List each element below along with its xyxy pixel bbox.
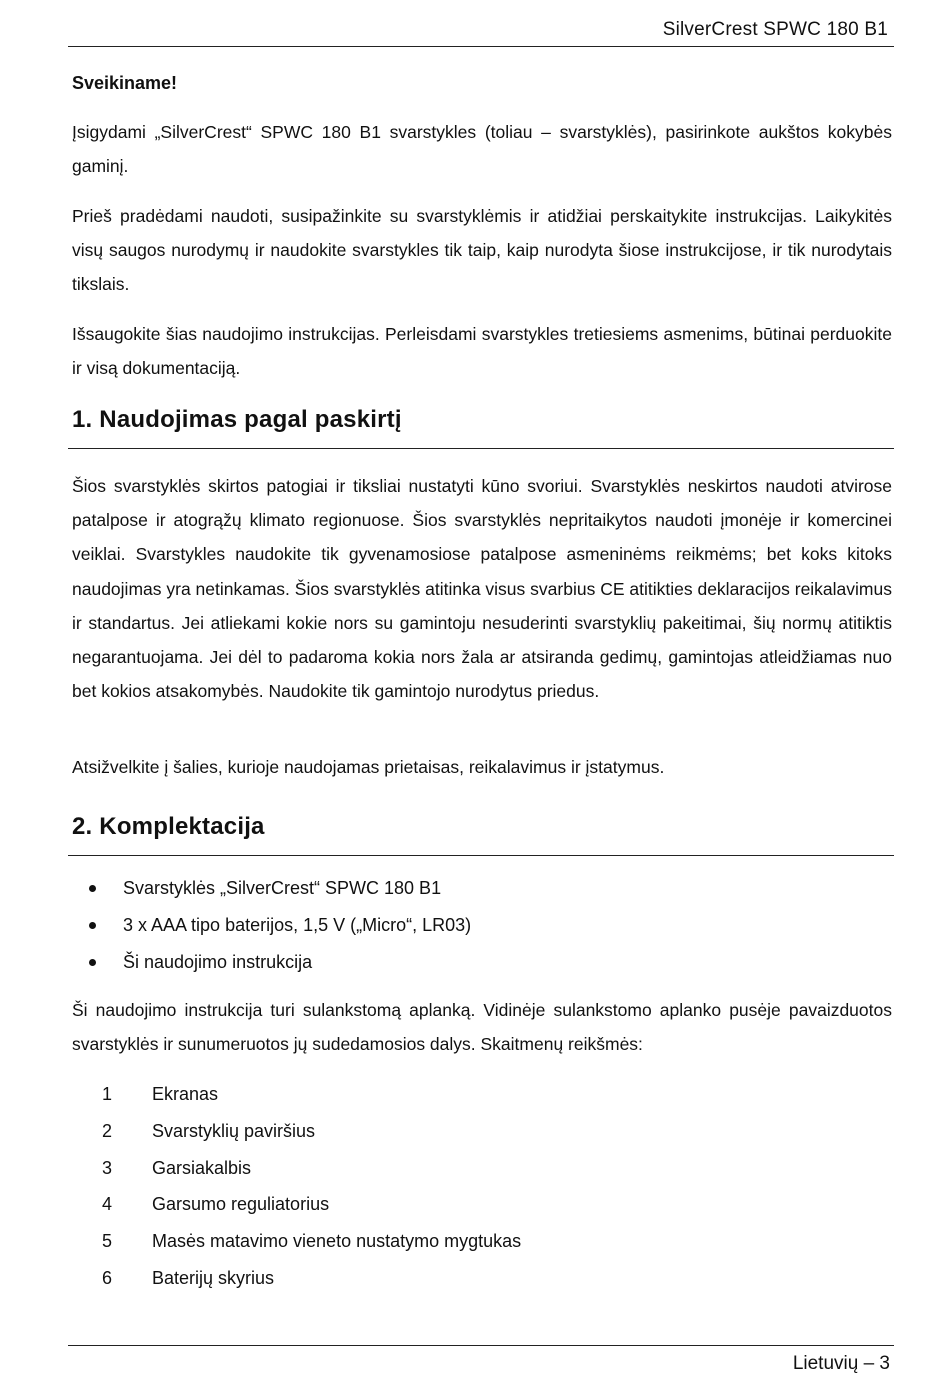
section-heading: 1. Naudojimas pagal paskirtį (72, 406, 402, 433)
part-row (72, 1192, 892, 1229)
intro-paragraph-text: Įsigydami „SilverCrest“ SPWC 180 B1 svarstykles (toliau – svarstyklės), pasirinkote aukštos kokybės gaminį. (72, 122, 892, 177)
part-row (72, 1156, 892, 1193)
part-number: 1 (102, 1084, 113, 1104)
part-row (72, 1119, 892, 1156)
part-name: Baterijų skyrius (152, 1267, 275, 1288)
intro-paragraph-2 (72, 199, 892, 302)
section-paragraph-text: Atsižvelkite į šalies, kurioje naudojamas prietaisas, reikalavimus ir įstatymus. (72, 757, 665, 777)
section-2-rule (68, 855, 894, 856)
part-name: Ekranas (152, 1084, 219, 1104)
section-1-paragraph-2 (72, 750, 892, 784)
bullet-icon (89, 885, 96, 892)
intro-paragraph-text: Prieš pradėdami naudoti, susipažinkite su svarstyklėmis ir atidžiai perskaitykite instrukcijas. Laikykitės visų saugos nurodymų ir naudokite svarstykles tik taip, kaip nurodyta šiose instrukcijose, ir tik nurodytais tikslais. (72, 206, 892, 295)
part-name: Garsiakalbis (152, 1157, 252, 1178)
list-item (72, 913, 892, 950)
footer-rule (68, 1345, 894, 1346)
section-1-paragraph-1 (72, 469, 892, 708)
part-name: Masės matavimo vieneto nustatymo mygtukas (152, 1231, 522, 1252)
part-name: Svarstyklių paviršius (152, 1120, 316, 1141)
greeting-text: Sveikiname! (72, 73, 178, 93)
contents-list (72, 876, 892, 987)
section-2-paragraph (72, 993, 892, 1061)
part-row (72, 1266, 892, 1303)
part-number: 5 (102, 1231, 113, 1252)
section-1-rule (68, 448, 894, 449)
intro-paragraph-3 (72, 317, 892, 385)
list-item-text: Ši naudojimo instrukcija (123, 952, 313, 972)
list-item (72, 876, 892, 913)
page-footer: Lietuvių – 3 (792, 1353, 890, 1374)
intro-paragraph-text: Išsaugokite šias naudojimo instrukcijas. Perleisdami svarstykles tretiesiems asmenims, būtinai perduokite ir visą dokumentaciją. (72, 324, 892, 379)
section-heading: 2. Komplektacija (72, 813, 265, 840)
part-row (72, 1082, 892, 1119)
section-2-heading (72, 813, 892, 841)
part-name: Garsumo reguliatorius (152, 1194, 330, 1215)
section-paragraph-text: Šios svarstyklės skirtos patogiai ir tiksliai nustatyti kūno svoriui. Svarstyklės neskirtos naudoti atvirose patalpose ir atogrąžų klimato regionuose. Šios svarstyklės nepritaikytos naudoti įmonėje ir komercinei veiklai. Svarstykles naudokite tik gyvenamosiose patalpose asmeninėms reikmėms; bet koks kitoks naudojimas yra netinkamas. Šios svarstyklės atitinka visus svarbius CE atitikties deklaracijos reikalavimus ir standartus. Jei atliekami kokie nors su gamintoju nesuderinti svarstyklių pakeitimai, šių normų atitiktis negarantuojama. Jei dėl to padaroma kokia nors žala ar atsiranda gedimų, gamintojas atleidžiamas nuo bet kokios atsakomybės. Naudokite tik gamintojo nurodytus priedus. (72, 476, 892, 702)
part-number: 3 (102, 1157, 113, 1178)
greeting (72, 66, 892, 100)
part-number: 6 (102, 1267, 113, 1288)
header-rule (68, 46, 894, 47)
bullet-icon (89, 922, 96, 929)
running-header: SilverCrest SPWC 180 B1 (662, 19, 888, 40)
part-number: 4 (102, 1194, 113, 1215)
intro-paragraph-1 (72, 115, 892, 183)
bullet-icon (89, 959, 96, 966)
list-item (72, 950, 892, 987)
section-1-heading (72, 406, 892, 434)
parts-list (72, 1082, 892, 1303)
part-row (72, 1229, 892, 1266)
list-item-text: Svarstyklės „SilverCrest“ SPWC 180 B1 (123, 878, 442, 898)
part-number: 2 (102, 1120, 113, 1141)
section-paragraph-text: Ši naudojimo instrukcija turi sulankstomą aplanką. Vidinėje sulankstomo aplanko pusėje pavaizduotos svarstyklės ir sunumeruotos jų sudedamosios dalys. Skaitmenų reikšmės: (72, 1000, 892, 1055)
list-item-text: 3 x AAA tipo baterijos, 1,5 V („Micro“, LR03) (123, 915, 472, 935)
